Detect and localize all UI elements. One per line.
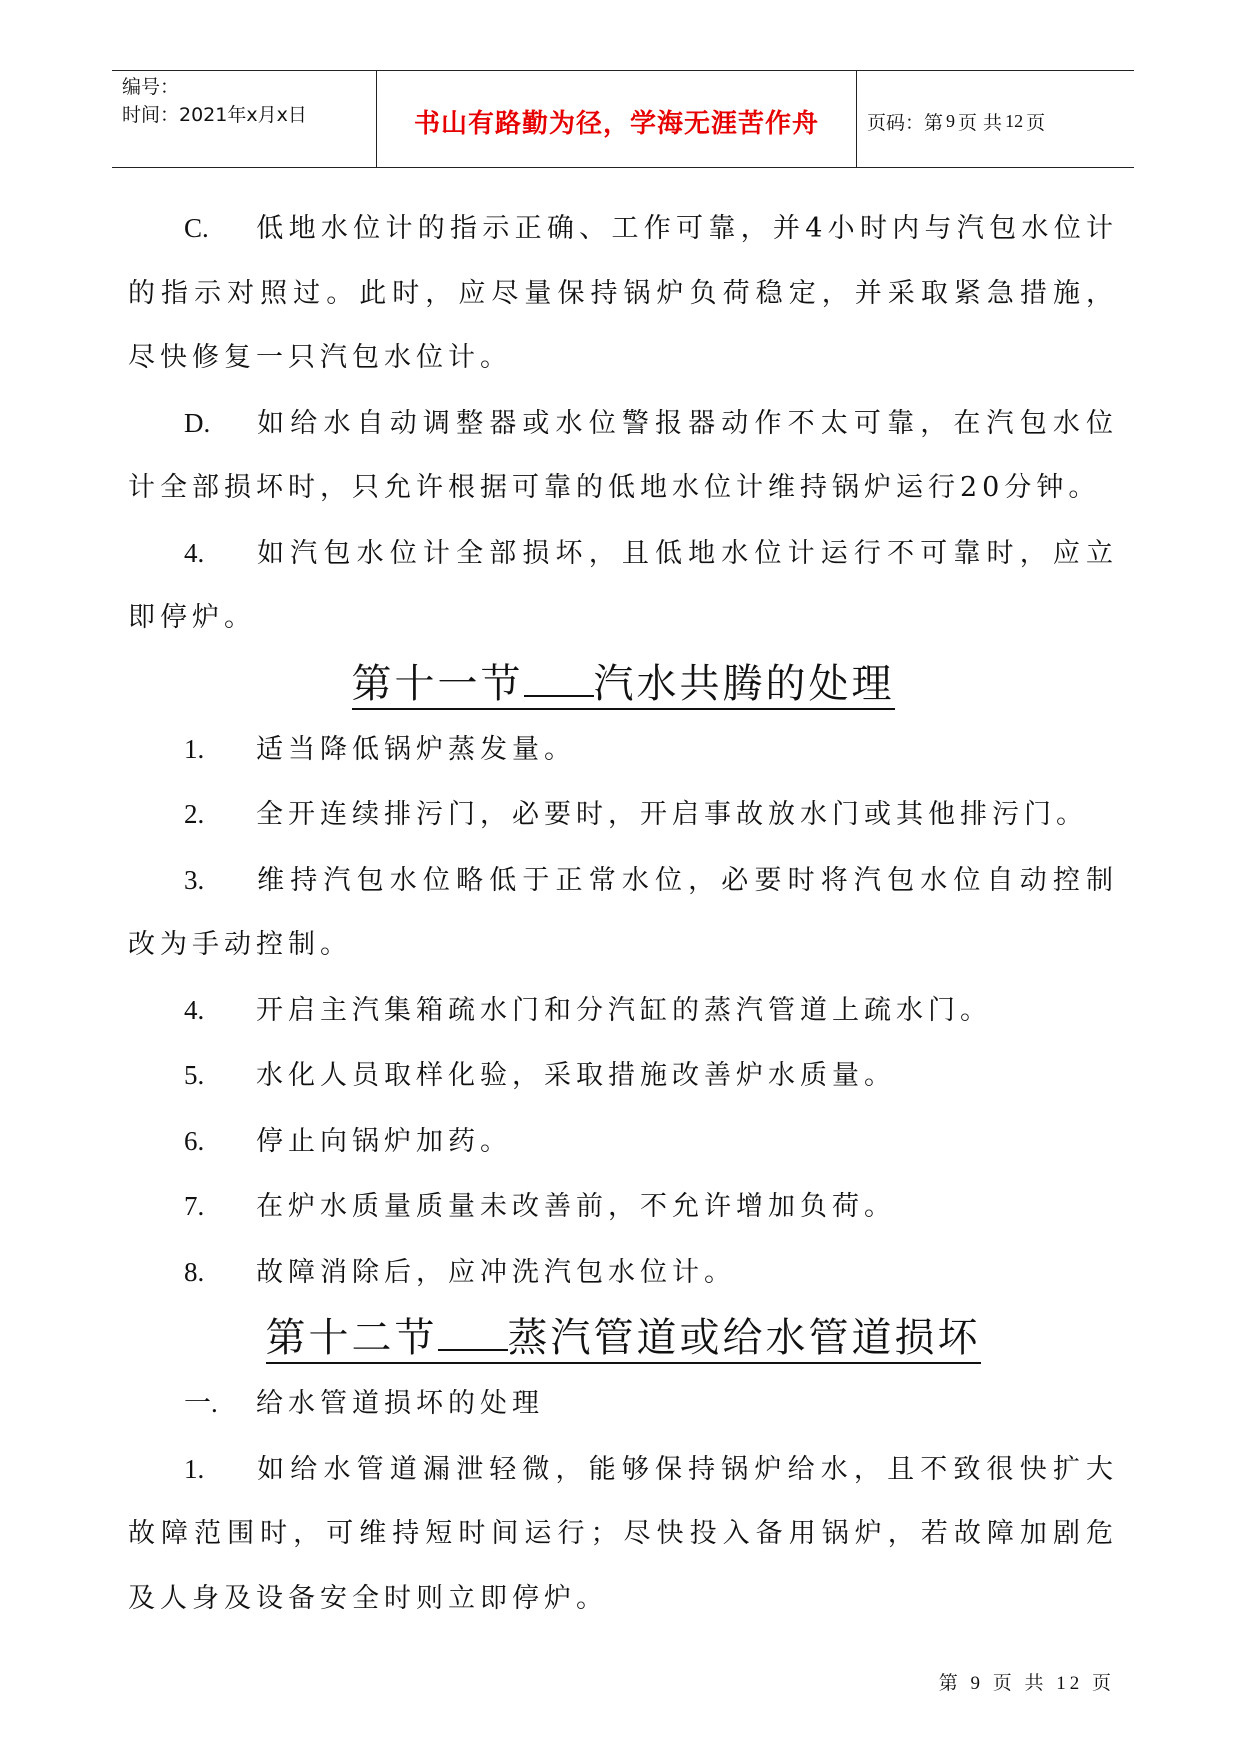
list-item-text: 如给水自动调整器或水位警报器动作不太可靠，在汽包水位计全部损坏时，只允许根据可靠的低地水位计维持锅炉运行20分钟。 bbox=[128, 407, 1118, 503]
list-item-text: 如汽包水位计全部损坏，且低地水位计运行不可靠时，应立即停炉。 bbox=[128, 537, 1118, 633]
list-item-label: 2. bbox=[184, 799, 205, 829]
list-item-text: 在炉水质量质量未改善前，不允许增加负荷。 bbox=[256, 1191, 896, 1222]
list-item bbox=[128, 1437, 1118, 1632]
header-motto-cell bbox=[377, 71, 857, 167]
header-page-info bbox=[857, 71, 1134, 167]
section-heading bbox=[128, 651, 1118, 717]
header-number-label: 编号： bbox=[122, 76, 180, 98]
list-item-label: 一. bbox=[184, 1388, 218, 1418]
section-heading bbox=[128, 1305, 1118, 1371]
list-item bbox=[128, 521, 1118, 651]
list-item-label: 6. bbox=[184, 1125, 205, 1156]
list-item-label: 7. bbox=[184, 1191, 205, 1221]
list-item-text: 给水管道损坏的处理 bbox=[256, 1388, 544, 1419]
list-item bbox=[128, 196, 1118, 391]
document-header bbox=[112, 70, 1134, 168]
list-item bbox=[128, 1043, 1118, 1109]
header-page-total: 12 bbox=[1005, 110, 1024, 131]
header-motto: 书山有路勤为径，学海无涯苦作舟 bbox=[413, 108, 819, 139]
list-item-label: 1. bbox=[184, 1453, 205, 1484]
list-item bbox=[128, 978, 1118, 1044]
list-item-label: 5. bbox=[184, 1060, 205, 1090]
list-item-text: 维持汽包水位略低于正常水位，必要时将汽包水位自动控制改为手动控制。 bbox=[128, 864, 1118, 960]
header-page-prefix: 页码：第 bbox=[867, 111, 944, 134]
list-item-text: 故障消除后，应冲洗汽包水位计。 bbox=[256, 1256, 736, 1288]
list-item bbox=[128, 391, 1118, 521]
list-item bbox=[128, 717, 1118, 783]
footer-mid: 页 共 bbox=[992, 1673, 1048, 1694]
list-item-text: 适当降低锅炉蒸发量。 bbox=[256, 733, 576, 765]
section-heading-title: 蒸汽管道或给水管道损坏 bbox=[508, 1315, 981, 1364]
header-page-mid: 页 共 bbox=[958, 111, 1003, 134]
list-item bbox=[128, 848, 1118, 978]
list-item-text: 低地水位计的指示正确、工作可靠，并4小时内与汽包水位计的指示对照过。此时，应尽量保持锅炉负荷稳定，并采取紧急措施，尽快修复一只汽包水位计。 bbox=[128, 213, 1118, 373]
list-item-label: C. bbox=[184, 213, 209, 243]
list-item-label: 1. bbox=[184, 733, 205, 764]
header-meta bbox=[112, 71, 377, 167]
list-item-label: 4. bbox=[184, 994, 205, 1025]
section-heading-number: 第十一节 bbox=[352, 661, 524, 710]
list-item-text: 全开连续排污门，必要时，开启事故放水门或其他排污门。 bbox=[256, 799, 1088, 830]
list-item-text: 水化人员取样化验，采取措施改善炉水质量。 bbox=[256, 1060, 896, 1091]
footer-page-total: 12 bbox=[1056, 1673, 1084, 1694]
header-time-label: 时间：2021年x月x日 bbox=[122, 104, 307, 126]
list-item-text: 开启主汽集箱疏水门和分汽缸的蒸汽管道上疏水门。 bbox=[256, 994, 992, 1026]
list-item-label: 8. bbox=[184, 1256, 205, 1287]
list-item-text: 停止向锅炉加药。 bbox=[256, 1125, 512, 1157]
list-item-label: 3. bbox=[184, 864, 205, 895]
footer-suffix: 页 bbox=[1091, 1673, 1115, 1694]
list-item bbox=[128, 1240, 1118, 1306]
footer-page-current: 9 bbox=[970, 1673, 984, 1694]
header-page-suffix: 页 bbox=[1026, 111, 1046, 134]
footer-prefix: 第 bbox=[938, 1673, 962, 1694]
section-heading-title: 汽水共腾的处理 bbox=[594, 661, 895, 710]
header-page-current: 9 bbox=[946, 110, 956, 131]
list-item bbox=[128, 1109, 1118, 1175]
subsection-heading bbox=[128, 1371, 1118, 1437]
document-body bbox=[128, 196, 1118, 1631]
list-item-label: D. bbox=[184, 407, 211, 438]
section-heading-number: 第十二节 bbox=[266, 1315, 438, 1364]
list-item-label: 4. bbox=[184, 537, 205, 568]
page-footer bbox=[939, 1668, 1115, 1695]
list-item bbox=[128, 1174, 1118, 1240]
list-item bbox=[128, 782, 1118, 848]
list-item-text: 如给水管道漏泄轻微，能够保持锅炉给水，且不致很快扩大故障范围时，可维持短时间运行；尽快投入备用锅炉，若故障加剧危及人身及设备安全时则立即停炉。 bbox=[128, 1453, 1118, 1614]
